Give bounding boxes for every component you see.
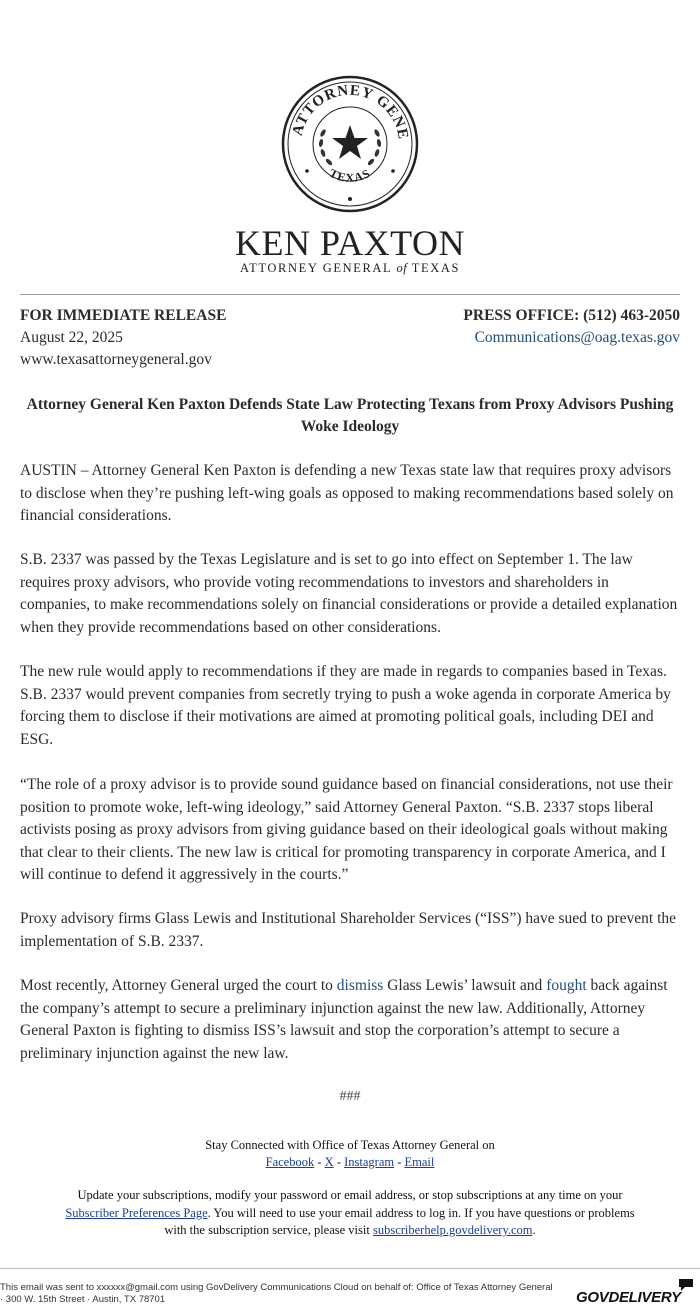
dismiss-link[interactable]: dismiss: [336, 977, 384, 994]
body-paragraph-5: Proxy advisory firms Glass Lewis and Institutional Shareholder Services (“ISS”) have sued to prevent the implementation of S.B. 2337.: [20, 910, 677, 950]
release-label: FOR IMMEDIATE RELEASE: [20, 307, 227, 324]
seal-bottom-text: TEXAS: [327, 165, 373, 185]
svg-text:THE ATTORNEY GENERAL: [281, 75, 411, 141]
release-info: [20, 305, 226, 371]
subscriber-help-link[interactable]: subscriberhelp.govdelivery.com: [372, 1223, 533, 1237]
fought-link[interactable]: fought: [546, 977, 587, 994]
end-of-release-mark: ###: [339, 1089, 361, 1104]
release-date: August 22, 2025: [20, 329, 123, 346]
brand-subtitle: ATTORNEY GENERAL of TEXAS: [239, 261, 461, 275]
brand-name: KEN PAXTON: [234, 223, 466, 263]
body-paragraph-3: The new rule would apply to recommendations if they are made in regards to companies based in Texas. S.B. 2337 would prevent companies from secretly trying to push a woke agenda in corporate America by forcing them to disclose if their motivations are aimed at promoting political goals, including DEI and ESG.: [20, 663, 671, 748]
social-links-block: Stay Connected with Office of Texas Attorney General on Facebook - X - Instagram - Email: [0, 1137, 700, 1171]
subscription-notice: Update your subscriptions, modify your password or email address, or stop subscriptions at any time on your Subscriber Preferences Page. You will need to use your email address to log in. If you have questions or problems with the subscription service, please visit subscriberhelp.govdelivery.com.: [65, 1188, 635, 1237]
x-link[interactable]: X: [324, 1155, 334, 1169]
speech-bubble-icon: [678, 1278, 694, 1292]
star-icon: [332, 125, 368, 159]
body-paragraph-1: AUSTIN – Attorney General Ken Paxton is defending a new Texas state law that requires proxy advisors to disclose when they’re pushing left-wing goals as opposed to making recommendations based solely on financial considerations.: [20, 462, 674, 524]
attorney-general-seal: [281, 75, 419, 213]
body-paragraph-6: Most recently, Attorney General urged the court to dismiss Glass Lewis’ lawsuit and fought back against the company’s attempt to secure a preliminary injunction against the new law. Additionally, Attorney General Paxton is fighting to dismiss ISS’s lawsuit and stop the corporation’s attempt to secure a preliminary injunction against the new law.: [20, 977, 668, 1062]
subscriber-preferences-link[interactable]: Subscriber Preferences Page: [65, 1205, 208, 1220]
press-office-label: PRESS OFFICE: (512) 463-2050: [463, 307, 680, 324]
footer-divider: [0, 1268, 700, 1269]
email-link[interactable]: Email: [404, 1155, 435, 1169]
press-release-headline: Attorney General Ken Paxton Defends State Law Protecting Texans from Proxy Advisors Pushing Woke Ideology: [26, 396, 674, 435]
instagram-link[interactable]: Instagram: [344, 1155, 395, 1169]
footer-disclaimer: This email was sent to xxxxxx@gmail.com using GovDelivery Communications Cloud on behalf of: Office of Texas Attorney General · 300 W. 15th Street · Austin, TX 78701: [0, 1282, 553, 1305]
header-divider: [20, 294, 680, 295]
body-paragraph-4: “The role of a proxy advisor is to provide sound guidance based on financial considerations, not use their position to promote woke, left-wing ideology,” said Attorney General Paxton. “S.B. 2337 stops liberal activists posing as proxy advisors from giving guidance based on their ideological goals without making that clear to their clients. The new law is critical for promoting transparency in corporate America, and I will continue to defend it aggressively in the courts.”: [20, 776, 673, 883]
seal-top-text: ATTORNEY GENE: [289, 82, 411, 142]
body-paragraph-2: S.B. 2337 was passed by the Texas Legislature and is set to go into effect on September 1. The law requires proxy advisors, who provide voting recommendations to investors and shareholders in companies, to make recommendations solely on financial considerations or provide a detailed explanation when they provide recommendations based on other considerations.: [20, 551, 678, 636]
facebook-link[interactable]: Facebook: [265, 1155, 315, 1169]
press-office-info: [463, 305, 680, 349]
govdelivery-logo[interactable]: GOVDELIVERY: [576, 1278, 694, 1308]
website-text: www.texasattorneygeneral.gov: [20, 351, 212, 368]
press-email-link[interactable]: Communications@oag.texas.gov: [474, 329, 680, 346]
stay-connected-text: Stay Connected with Office of Texas Attorney General on: [205, 1138, 495, 1152]
svg-text:TEXAS: [327, 166, 373, 185]
